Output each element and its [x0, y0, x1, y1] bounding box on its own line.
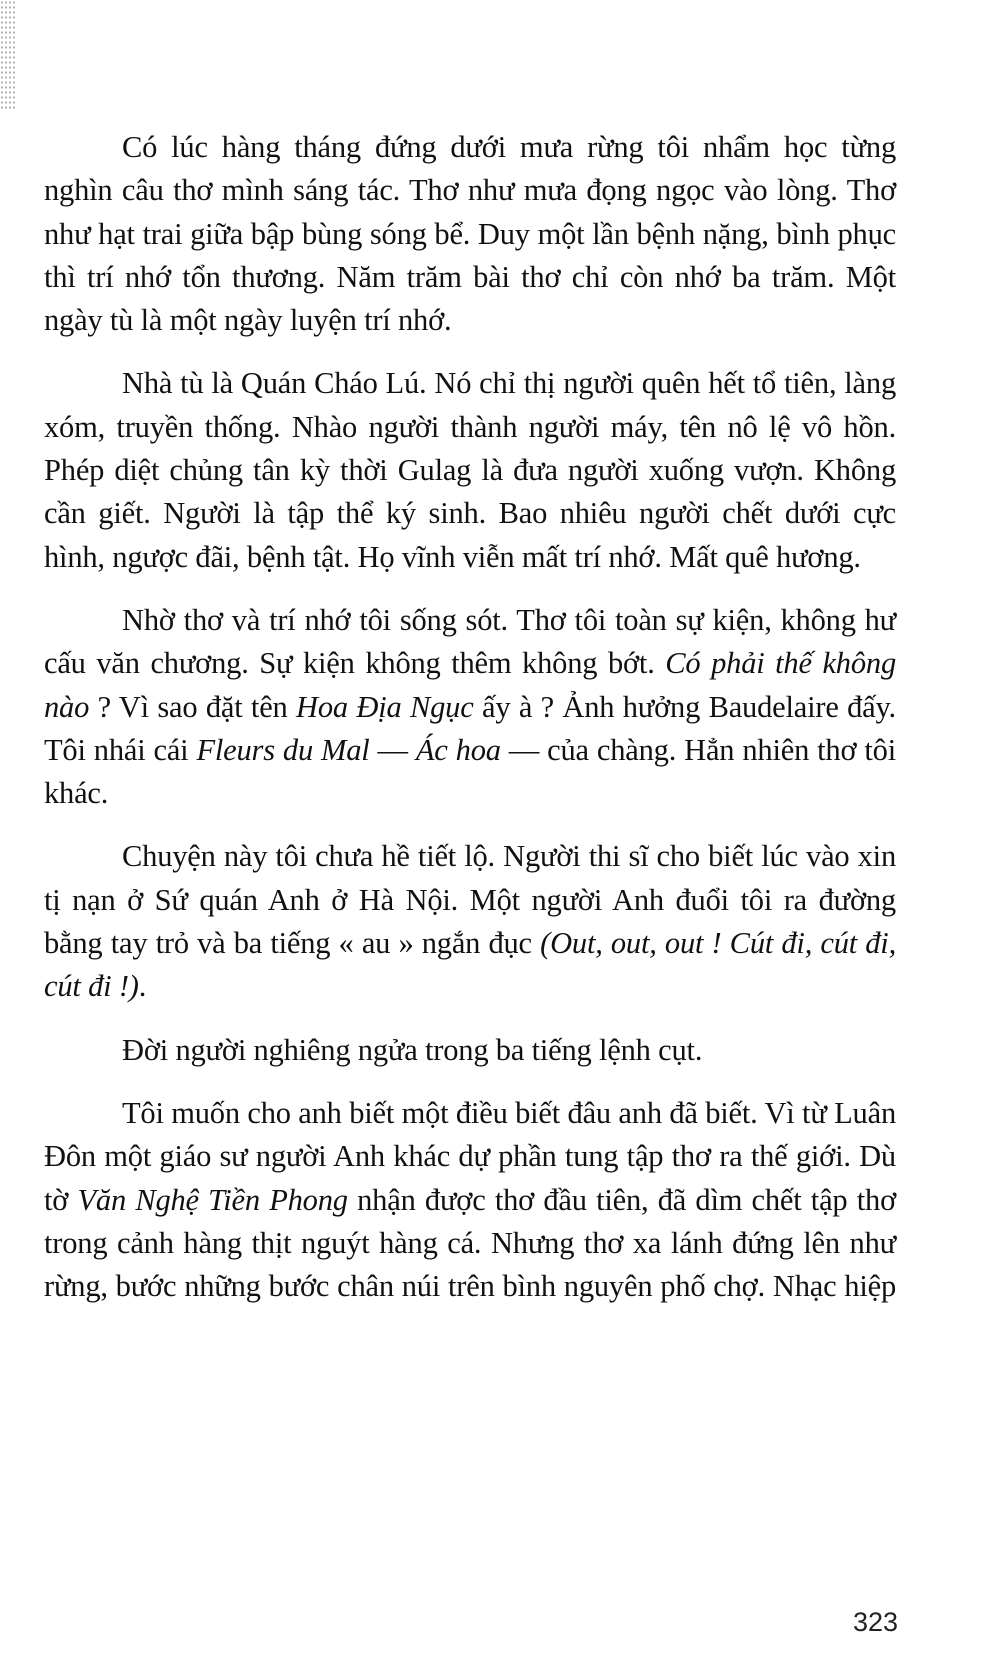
- paragraph: [44, 1029, 896, 1072]
- paragraph: [44, 835, 896, 1008]
- text-run: Nhờ thơ và trí nhớ tôi sống sót. Thơ tôi toàn sự kiện, không hư cấu văn chương. Sự kiện không thêm không bớt.: [44, 602, 896, 681]
- italic-text-run: Fleurs du Mal: [196, 732, 370, 767]
- text-run: ấy à ? Ảnh hưởng Baudelaire đấy. Tôi nhái cái: [44, 689, 896, 767]
- text-run: ? Vì sao đặt tên: [89, 689, 297, 724]
- text-run: —: [369, 732, 416, 767]
- paragraph: [44, 362, 896, 578]
- text-run: — của chàng. Hẳn nhiên thơ tôi khác.: [44, 732, 896, 811]
- text-run: Chuyện này tôi chưa hề tiết lộ. Người thi sĩ cho biết lúc vào xin tị nạn ở Sứ quán Anh ở Hà Nội. Một người Anh đuổi tôi ra đường bằng tay trỏ và ba tiếng « au » ngắn đục: [44, 839, 896, 961]
- paragraph: [44, 599, 896, 815]
- page-number: 323: [852, 1607, 898, 1637]
- text-run: nhận được thơ đầu tiên, đã dìm chết tập thơ trong cảnh hàng thịt nguýt hàng cá. Nhưng thơ xa lánh đứng lên như rừng, bước những bước chân núi trên bình nguyên phố chợ. Nhạc hiệp: [44, 1182, 896, 1304]
- text-run: Đời người nghiêng ngửa trong ba tiếng lệnh cụt.: [122, 1032, 703, 1067]
- text-run: Nhà tù là Quán Cháo Lú. Nó chỉ thị người quên hết tổ tiên, làng xóm, truyền thống. Nhào người thành người máy, tên nô lệ vô hồn. Phép diệt chủng tân kỳ thời Gulag là đưa người xuống vượn. Không cần giết. Người là tập thể ký sinh. Bao nhiêu người chết dưới cực hình, ngược đãi, bệnh tật. Họ vĩnh viễn mất trí nhớ. Mất quê hương.: [44, 366, 896, 574]
- italic-text-run: Có phải thế không nào: [44, 646, 897, 724]
- paragraph: [44, 126, 896, 342]
- text-run: .: [138, 969, 147, 1004]
- italic-text-run: Ác hoa: [415, 732, 501, 767]
- text-run: Có lúc hàng tháng đứng dưới mưa rừng tôi nhẩm học từng nghìn câu thơ mình sáng tác. Thơ như mưa đọng ngọc vào lòng. Thơ như hạt trai giữa bập bùng sóng bể. Duy một lần bệnh nặng, bình phục thì trí nhớ tổn thương. Năm trăm bài thơ chỉ còn nhớ ba trăm. Một ngày tù là một ngày luyện trí nhớ.: [44, 130, 896, 338]
- italic-text-run: (Out, out, out ! Cút đi, cút đi, cút đi !): [44, 926, 896, 1004]
- italic-text-run: Văn Nghệ Tiền Phong: [77, 1182, 348, 1217]
- italic-text-run: Hoa Địa Ngục: [296, 689, 474, 724]
- scan-artifact: [0, 0, 16, 110]
- paragraph: [44, 1092, 896, 1308]
- text-run: Tôi muốn cho anh biết một điều biết đâu anh đã biết. Vì từ Luân Đôn một giáo sư người Anh khác dự phần tung tập thơ ra thế giới. Dù tờ: [44, 1095, 896, 1217]
- book-page: [44, 126, 896, 1328]
